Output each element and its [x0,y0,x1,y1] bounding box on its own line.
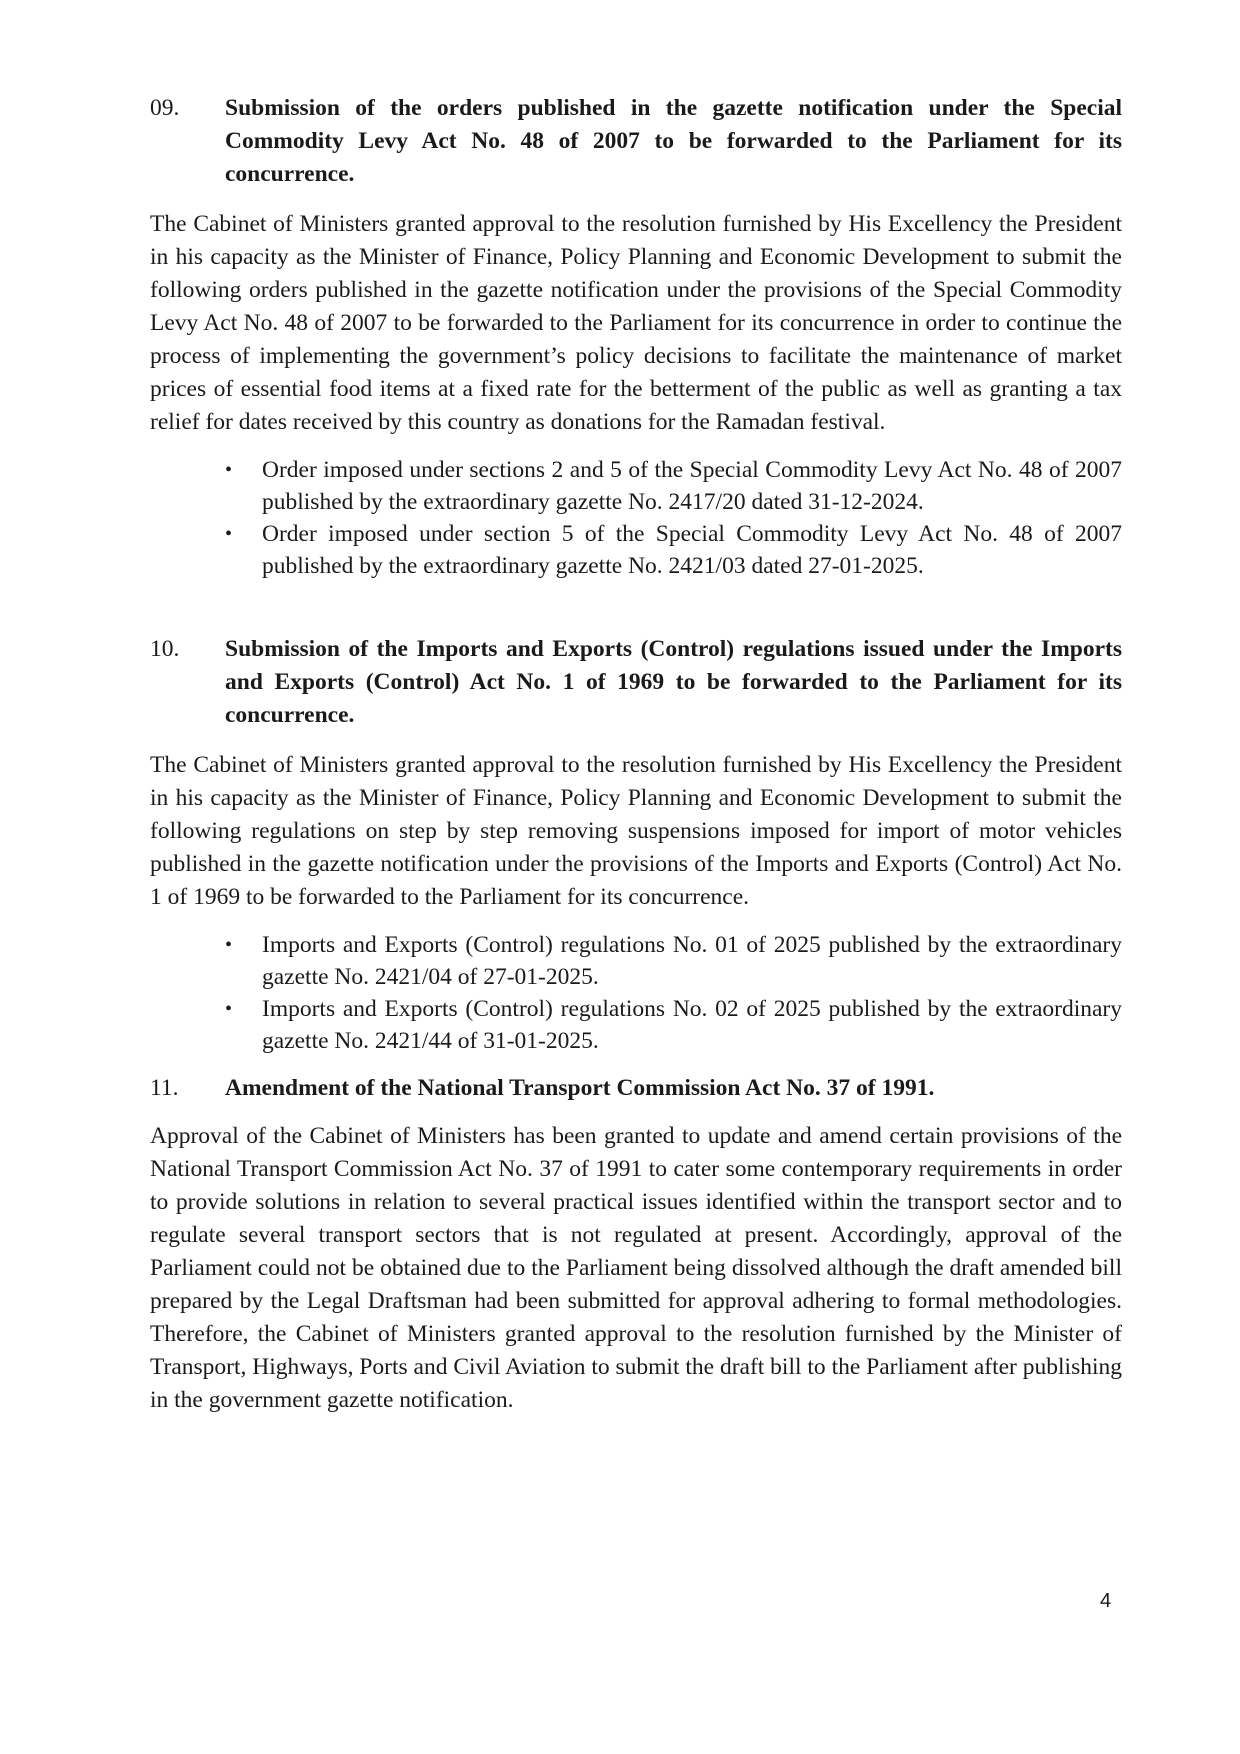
section-10-body: The Cabinet of Ministers granted approval to the resolution furnished by His Excellency the President in his capacity as the Minister of Finance, Policy Planning and Economic Development to submit the following regulations on step by step removing suspensions imposed for import of motor vehicles published in the gazette notification under the provisions of the Imports and Exports (Control) Act No. 1 of 1969 to be forwarded to the Parliament for its concurrence. [150,752,1122,910]
section-09-body: The Cabinet of Ministers granted approval to the resolution furnished by His Excellency the President in his capacity as the Minister of Finance, Policy Planning and Economic Development to submit the following orders published in the gazette notification under the provisions of the Special Commodity Levy Act No. 48 of 2007 to be forwarded to the Parliament for its concurrence in order to continue the process of implementing the government’s policy decisions to facilitate the maintenance of market prices of essential food items at a fixed rate for the betterment of the public as well as granting a tax relief for dates received by this country as donations for the Ramadan festival. [150,211,1122,435]
list-item-text: Imports and Exports (Control) regulations No. 02 of 2025 published by the extraordinary gazette No. 2421/44 of 31-01-2025. [262,996,1122,1054]
list-item [225,929,1122,993]
section-10-bullet-list [150,929,1122,1057]
section-title: Submission of the orders published in the gazette notification under the Special Commodity Levy Act No. 48 of 2007 to be forwarded to the Parliament for its concurrence. [225,95,1122,187]
section-11-heading [150,1072,1122,1105]
list-item [225,518,1122,582]
section-09-bullet-list [150,454,1122,582]
list-item [225,454,1122,518]
page-number: 4 [1100,1590,1112,1612]
bullet-icon: • [225,459,233,481]
list-item-text: Order imposed under section 5 of the Special Commodity Levy Act No. 48 of 2007 published by the extraordinary gazette No. 2421/03 dated 27-01-2025. [262,521,1122,579]
bullet-icon: • [225,934,233,956]
bullet-icon: • [225,998,233,1020]
document-page [150,92,1122,1417]
list-item [225,993,1122,1057]
section-09-heading [150,92,1122,191]
section-11-body: Approval of the Cabinet of Ministers has been granted to update and amend certain provisions of the National Transport Commission Act No. 37 of 1991 to cater some contemporary requirements in order to provide solutions in relation to several practical issues identified within the transport sector and to regulate several transport sectors that is not regulated at present. Accordingly, approval of the Parliament could not be obtained due to the Parliament being dissolved although the draft amended bill prepared by the Legal Draftsman had been submitted for approval adhering to formal methodologies. Therefore, the Cabinet of Ministers granted approval to the resolution furnished by the Minister of Transport, Highways, Ports and Civil Aviation to submit the draft bill to the Parliament after publishing in the government gazette notification. [150,1123,1122,1413]
section-10-heading [150,633,1122,732]
section-number: 09. [150,95,180,121]
bullet-icon: • [225,523,233,545]
section-title: Amendment of the National Transport Commission Act No. 37 of 1991. [225,1075,935,1101]
list-item-text: Imports and Exports (Control) regulations No. 01 of 2025 published by the extraordinary gazette No. 2421/04 of 27-01-2025. [262,932,1122,990]
section-number: 10. [150,636,180,662]
section-title: Submission of the Imports and Exports (Control) regulations issued under the Imports and Exports (Control) Act No. 1 of 1969 to be forwarded to the Parliament for its concurrence. [225,636,1122,728]
section-number: 11. [150,1075,179,1101]
list-item-text: Order imposed under sections 2 and 5 of the Special Commodity Levy Act No. 48 of 2007 published by the extraordinary gazette No. 2417/20 dated 31-12-2024. [262,457,1122,515]
